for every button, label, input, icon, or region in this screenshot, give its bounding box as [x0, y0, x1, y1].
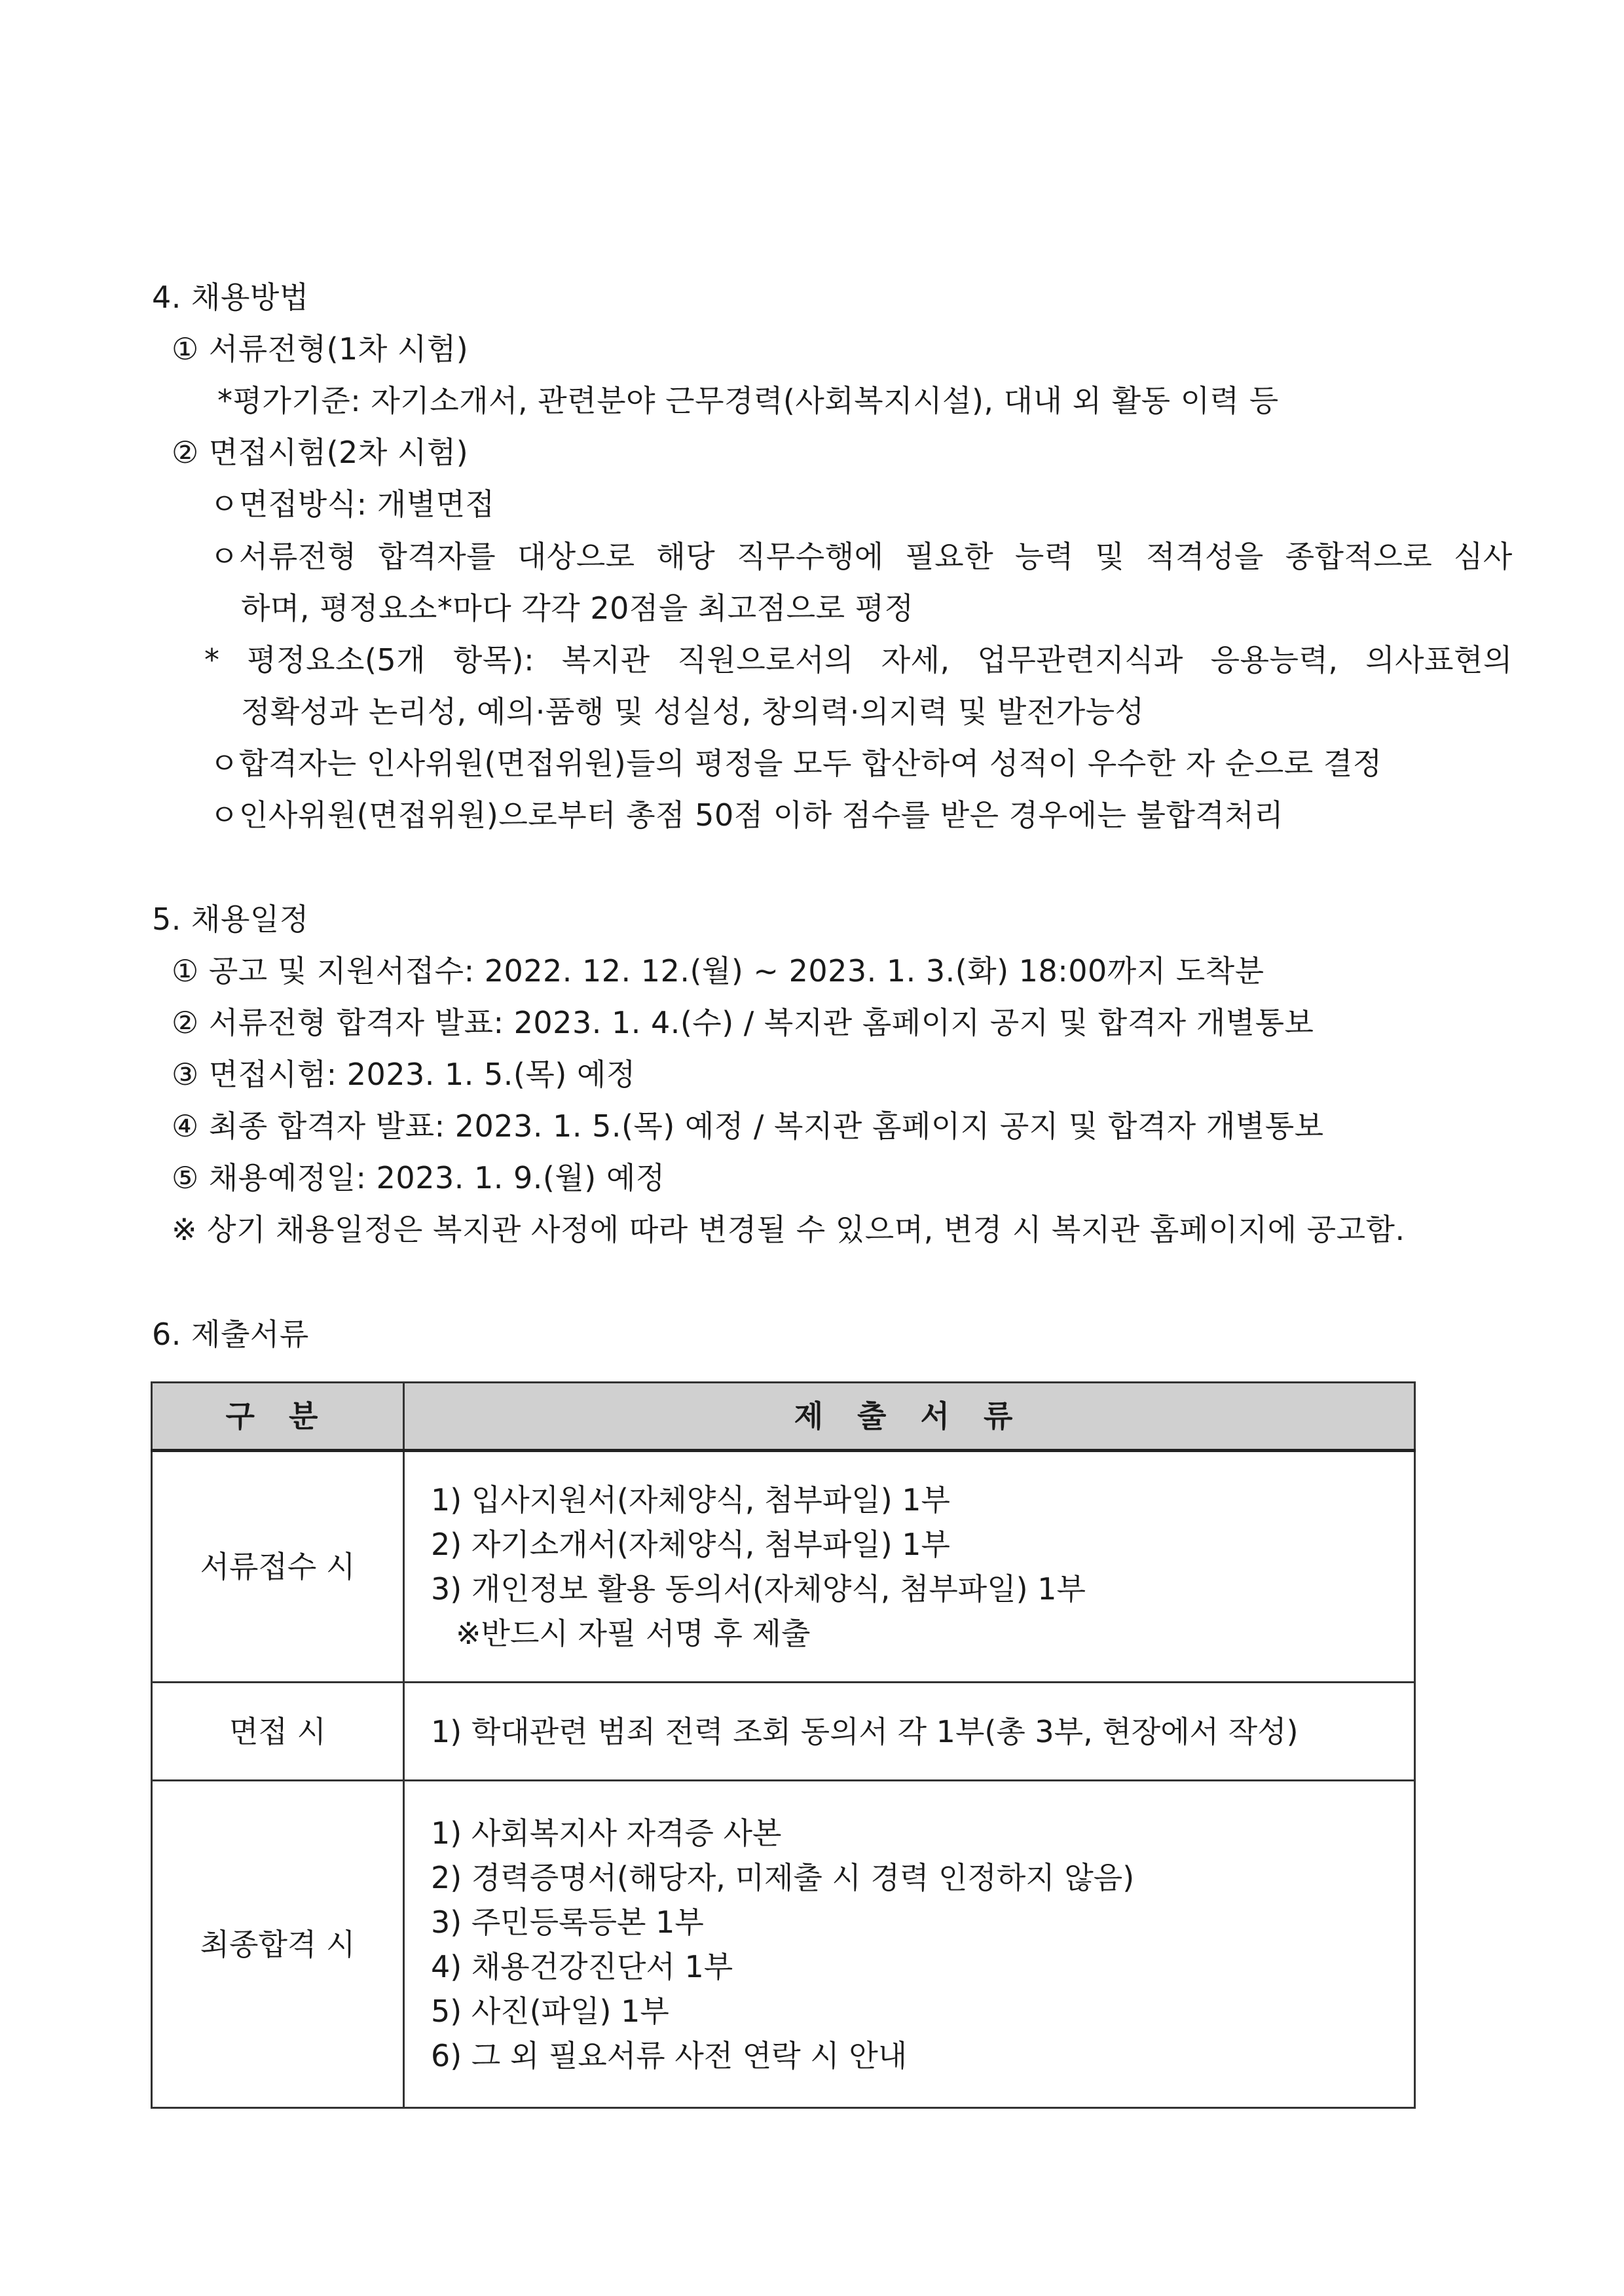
- word: 적격성을: [1146, 539, 1264, 574]
- word: 능력: [1014, 539, 1074, 574]
- table-row: [152, 1683, 1415, 1781]
- interview-target-line-2: 하며, 평정요소*마다 각각 20점을 최고점으로 평정: [241, 591, 914, 626]
- row-documents: [404, 1683, 1415, 1781]
- document-item: 2) 자기소개서(자체양식, 첨부파일) 1부: [431, 1527, 950, 1562]
- document-item: 6) 그 외 필요서류 사전 연락 시 안내: [431, 2037, 908, 2073]
- word: 심사: [1454, 539, 1513, 574]
- word: 필요한: [905, 539, 994, 574]
- step-2-title: ② 면접시험(2차 시험): [172, 435, 469, 470]
- document-note: ※반드시 자필 서명 후 제출: [456, 1616, 811, 1651]
- table-row: [152, 1781, 1415, 2108]
- table-header-row: [152, 1383, 1415, 1451]
- evaluation-elements-line-2: 정확성과 논리성, 예의·품행 및 성실성, 창의력·의지력 및 발전가능성: [241, 694, 1145, 729]
- word: 해당: [656, 539, 716, 574]
- header-documents: 제 출 서 류: [404, 1383, 1415, 1451]
- word: 평정요소(5개: [247, 642, 426, 678]
- section-6-heading: 6. 제출서류: [152, 1317, 309, 1352]
- table-row: [152, 1451, 1415, 1683]
- word: 자세,: [881, 642, 950, 678]
- step-1-criteria: *평가기준: 자기소개서, 관련분야 근무경력(사회복지시설), 대내 외 활동 이력 등: [217, 383, 1279, 418]
- document-item: 1) 학대관련 범죄 전력 조회 동의서 각 1부(총 3부, 현장에서 작성): [431, 1713, 1299, 1749]
- step-1-title: ① 서류전형(1차 시험): [172, 331, 469, 367]
- word: 복지관: [561, 642, 650, 678]
- row-documents: [404, 1781, 1415, 2108]
- word: 종합적으로: [1285, 539, 1433, 574]
- row-category: 면접 시: [152, 1683, 404, 1781]
- document-item: 2) 경력증명서(해당자, 미제출 시 경력 인정하지 않음): [431, 1859, 1135, 1895]
- schedule-item: ① 공고 및 지원서접수: 2022. 12. 12.(월) ~ 2023. 1. 3.(화) 18:00까지 도착분: [172, 953, 1264, 989]
- word: ㅇ서류전형: [210, 539, 357, 574]
- document-item: 3) 개인정보 활용 동의서(자체양식, 첨부파일) 1부: [431, 1571, 1086, 1607]
- word: 합격자를: [378, 539, 496, 574]
- word: 항목):: [452, 642, 535, 678]
- document-item: 5) 사진(파일) 1부: [431, 1993, 669, 2029]
- section-4-heading: 4. 채용방법: [152, 280, 309, 315]
- required-documents-table: [151, 1381, 1416, 2109]
- word: 및: [1095, 539, 1125, 574]
- row-category: 최종합격 시: [152, 1781, 404, 2108]
- header-category: 구 분: [152, 1383, 404, 1451]
- row-category: 서류접수 시: [152, 1451, 404, 1683]
- evaluation-elements-line-1: [204, 640, 1513, 680]
- decision-rule: ㅇ합격자는 인사위원(면접위원)들의 평정을 모두 합산하여 성적이 우수한 자 순으로 결정: [210, 746, 1382, 781]
- word: 의사표현의: [1365, 642, 1513, 678]
- document-item: 3) 주민등록등본 1부: [431, 1904, 704, 1940]
- fail-rule: ㅇ인사위원(면접위원)으로부터 총점 50점 이하 점수를 받은 경우에는 불합격처리: [210, 797, 1284, 833]
- schedule-item: ⑤ 채용예정일: 2023. 1. 9.(월) 예정: [172, 1160, 665, 1195]
- section-5-heading: 5. 채용일정: [152, 902, 309, 937]
- row-documents: [404, 1451, 1415, 1683]
- word: *: [204, 642, 220, 678]
- word: 응용능력,: [1210, 642, 1338, 678]
- schedule-note: ※ 상기 채용일정은 복지관 사정에 따라 변경될 수 있으며, 변경 시 복지관 홈페이지에 공고함.: [172, 1212, 1405, 1247]
- interview-method: ㅇ면접방식: 개별면접: [210, 486, 495, 522]
- word: 직원으로서의: [677, 642, 854, 678]
- interview-target-line-1: [210, 537, 1513, 576]
- word: 직무수행에: [736, 539, 884, 574]
- document-item: 1) 사회복지사 자격증 사본: [431, 1815, 782, 1851]
- word: 대상으로: [517, 539, 635, 574]
- schedule-item: ③ 면접시험: 2023. 1. 5.(목) 예정: [172, 1057, 636, 1092]
- word: 업무관련지식과: [977, 642, 1183, 678]
- schedule-item: ④ 최종 합격자 발표: 2023. 1. 5.(목) 예정 / 복지관 홈페이지 공지 및 합격자 개별통보: [172, 1108, 1324, 1144]
- document-item: 4) 채용건강진단서 1부: [431, 1948, 733, 1984]
- schedule-item: ② 서류전형 합격자 발표: 2023. 1. 4.(수) / 복지관 홈페이지 공지 및 합격자 개별통보: [172, 1005, 1314, 1040]
- document-item: 1) 입사지원서(자체양식, 첨부파일) 1부: [431, 1482, 950, 1518]
